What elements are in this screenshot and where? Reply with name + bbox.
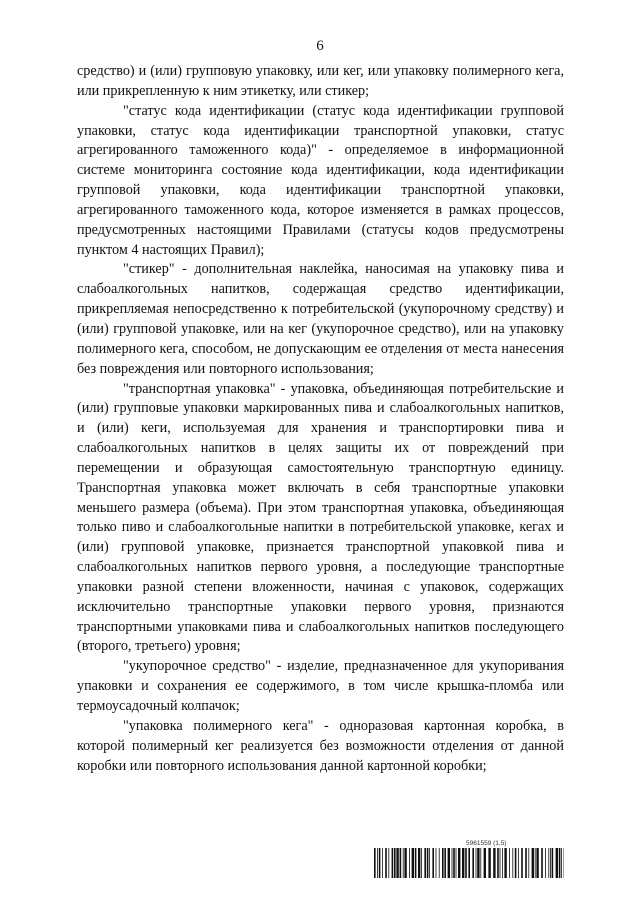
barcode-bar <box>509 848 510 878</box>
barcode-bar <box>545 848 546 878</box>
barcode-bar <box>415 848 417 878</box>
barcode-bar <box>448 848 450 878</box>
barcode-bar <box>456 848 457 878</box>
paragraph-upakovka-kega: "упаковка полимерного кега" - одноразовая картонная коробка, в которой полимерный кег реализуется без возможности отделения от данной коробки или повторного использования данной картонной коробки; <box>77 717 564 774</box>
barcode-bar <box>432 848 434 878</box>
barcode-bar <box>468 848 470 878</box>
barcode-bar <box>500 848 501 878</box>
barcode-bar <box>477 848 479 878</box>
barcode-bar <box>552 848 554 878</box>
barcode-bar <box>403 848 404 878</box>
barcode-bar <box>382 848 383 878</box>
paragraph-ukuporochnoe-sredstvo: "укупорочное средство" - изделие, предназначенное для укупоривания упаковки и сохранения ее содержимого, в том числе крышка-пломба или термоусадочный колпачок; <box>77 658 564 714</box>
paragraph-transportnaya-upakovka: "транспортная упаковка" - упаковка, объединяющая потребительские и (или) групповые упаковки маркированных пива и слабоалкогольных напитков, и (или) кеги, используемая для хранения и транспортировки пива и слабоалкогольных напитков в целях защиты их от повреждений при перемещении и образующая самостоятельную транспортную единицу. Транспортная упаковка может включать в себя транспортные упаковки меньшего размера (объема). При этом транспортная упаковка, объединяющая только пиво и слабоалкогольные напитки в потребительской упаковке, кегах и (или) групповой упаковке, признается транспортной упаковкой пива и слабоалкогольных напитков первого уровня, а последующие транспортные упаковки разной степени вложенности, начиная с упаковок, содержащих исключительно транспортные упаковки первого уровня, признаются транспортными упаковками пива и слабоалкогольных напитков последующего (второго, третьего) уровня; <box>77 380 564 655</box>
barcode-bar <box>394 848 396 878</box>
barcode-bar <box>379 848 381 878</box>
barcode-bar <box>465 848 467 878</box>
barcode-bar <box>541 848 543 878</box>
barcode-bar <box>429 848 430 878</box>
barcode-bar <box>518 848 519 878</box>
barcode-bar <box>493 848 495 878</box>
barcode-bar <box>418 848 420 878</box>
barcode-bar <box>412 848 414 878</box>
barcode-bar <box>396 848 398 878</box>
page-number: 6 <box>316 38 324 54</box>
barcode-bar <box>400 848 402 878</box>
barcode-bar <box>462 848 464 878</box>
barcode-bar <box>488 848 490 878</box>
barcode-bar <box>559 848 561 878</box>
barcode-bar <box>427 848 429 878</box>
barcode-bar <box>476 848 477 878</box>
barcode-bar <box>512 848 513 878</box>
barcode-bar <box>480 848 481 878</box>
barcode-bar <box>561 848 562 878</box>
barcode-bar <box>521 848 523 878</box>
barcode-bar <box>550 848 551 878</box>
barcode-bar <box>388 848 389 878</box>
barcode-bar <box>532 848 534 878</box>
barcode-bar <box>536 848 538 878</box>
barcode-bar <box>502 848 503 878</box>
barcode-bar <box>392 848 394 878</box>
barcode-bar <box>439 848 440 878</box>
barcode-bar <box>525 848 527 878</box>
barcode-bar <box>548 848 549 878</box>
barcode-bar <box>404 848 406 878</box>
barcode-bar <box>504 848 506 878</box>
barcode-bar <box>472 848 474 878</box>
document-body <box>77 62 564 776</box>
barcode-bar <box>377 848 378 878</box>
barcode-bar <box>453 848 455 878</box>
barcode-bar <box>409 848 410 878</box>
barcode-bar <box>452 848 453 878</box>
barcode-bar <box>556 848 558 878</box>
barcode-bar <box>458 848 460 878</box>
barcode-label: 5961559 (1.5) <box>466 840 507 847</box>
barcode-bar <box>515 848 517 878</box>
barcode-bar <box>497 848 499 878</box>
barcode-bar <box>421 848 422 878</box>
barcode-bar <box>374 848 376 878</box>
paragraph-continuation: средство) и (или) групповую упаковку, или кег, или упаковку полимерного кега, или прикрепленную к ним этикетку, или стикер; <box>77 63 564 99</box>
barcode-bar <box>385 848 387 878</box>
barcode-bar <box>535 848 536 878</box>
paragraph-status-kod: "статус кода идентификации (статус кода идентификации групповой упаковки, статус кода идентификации транспортной упаковки, статус агрегированного таможенного кода)" - определяемое в информационной системе мониторинга состояние кода идентификации, кода идентификации групповой упаковки, кода идентификации транспортной упаковки, агрегированного таможенного кода, которое изменяется в рамках процессов, предусмотренных настоящими Правилами (статусы кодов предусмотрены пунктом 4 настоящих Правил); <box>77 102 564 258</box>
barcode-bar <box>444 848 446 878</box>
barcode-bar <box>528 848 529 878</box>
barcode-bar <box>424 848 426 878</box>
barcode-bar <box>436 848 437 878</box>
barcode-bar <box>442 848 444 878</box>
barcode-bar <box>484 848 486 878</box>
barcode-icon <box>374 848 564 878</box>
paragraph-stiker: "стикер" - дополнительная наклейка, наносимая на упаковку пива и слабоалкогольных напитков, содержащая средство идентификации, прикрепляемая непосредственно к потребительской (укупорочному средству) и (или) групповой упаковке, или на кег (укупорочное средство), или на упаковку полимерного кега, способом, не допускающим ее отделения от места нанесения без повреждения или повторного использования; <box>77 261 564 377</box>
